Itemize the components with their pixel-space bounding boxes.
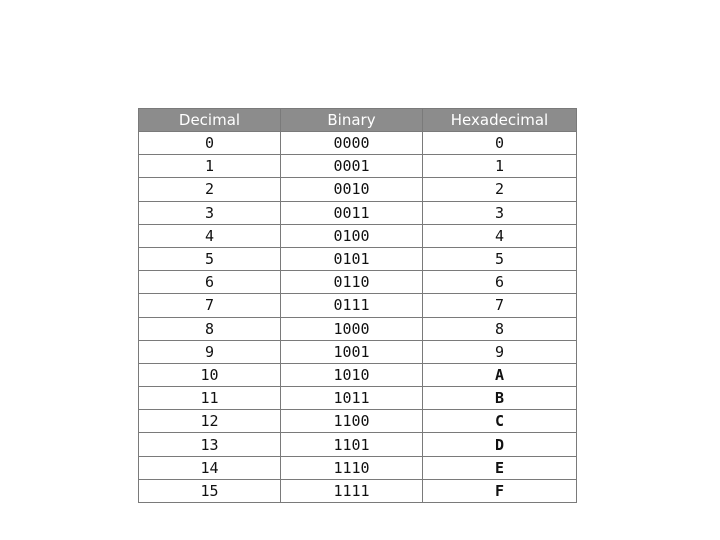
decimal-cell: 5 (139, 247, 281, 270)
table-row (139, 410, 577, 433)
hex-cell: 6 (423, 271, 577, 294)
hex-cell: A (423, 363, 577, 386)
table-row (139, 479, 577, 502)
hex-cell: E (423, 456, 577, 479)
hex-cell: 3 (423, 201, 577, 224)
binary-cell: 1110 (281, 456, 423, 479)
conversion-table (138, 108, 577, 503)
header-hexadecimal: Hexadecimal (423, 109, 577, 132)
binary-cell: 1011 (281, 387, 423, 410)
table-row (139, 456, 577, 479)
decimal-cell: 12 (139, 410, 281, 433)
table-row (139, 433, 577, 456)
decimal-cell: 10 (139, 363, 281, 386)
hex-cell: 7 (423, 294, 577, 317)
hex-cell: 8 (423, 317, 577, 340)
decimal-cell: 8 (139, 317, 281, 340)
decimal-cell: 6 (139, 271, 281, 294)
decimal-cell: 4 (139, 224, 281, 247)
decimal-cell: 1 (139, 155, 281, 178)
binary-cell: 0000 (281, 132, 423, 155)
binary-cell: 1111 (281, 479, 423, 502)
table-row (139, 178, 577, 201)
decimal-cell: 0 (139, 132, 281, 155)
binary-cell: 0100 (281, 224, 423, 247)
hex-cell: D (423, 433, 577, 456)
binary-cell: 0001 (281, 155, 423, 178)
hex-cell: C (423, 410, 577, 433)
binary-cell: 1001 (281, 340, 423, 363)
binary-cell: 0010 (281, 178, 423, 201)
binary-cell: 0110 (281, 271, 423, 294)
decimal-cell: 11 (139, 387, 281, 410)
decimal-cell: 14 (139, 456, 281, 479)
table-row (139, 317, 577, 340)
binary-cell: 1000 (281, 317, 423, 340)
hex-cell: 1 (423, 155, 577, 178)
header-decimal: Decimal (139, 109, 281, 132)
decimal-cell: 9 (139, 340, 281, 363)
header-binary: Binary (281, 109, 423, 132)
decimal-cell: 2 (139, 178, 281, 201)
hex-cell: 0 (423, 132, 577, 155)
table-row (139, 201, 577, 224)
header-row (139, 109, 577, 132)
table-row (139, 363, 577, 386)
binary-cell: 1100 (281, 410, 423, 433)
binary-cell: 0101 (281, 247, 423, 270)
decimal-cell: 7 (139, 294, 281, 317)
table-row (139, 132, 577, 155)
table-row (139, 340, 577, 363)
decimal-cell: 15 (139, 479, 281, 502)
hex-cell: 9 (423, 340, 577, 363)
binary-cell: 0011 (281, 201, 423, 224)
hex-cell: 5 (423, 247, 577, 270)
table-row (139, 247, 577, 270)
decimal-cell: 13 (139, 433, 281, 456)
hex-cell: B (423, 387, 577, 410)
hex-cell: F (423, 479, 577, 502)
table-row (139, 387, 577, 410)
hex-cell: 2 (423, 178, 577, 201)
table-row (139, 294, 577, 317)
table-row (139, 224, 577, 247)
binary-cell: 1010 (281, 363, 423, 386)
hex-cell: 4 (423, 224, 577, 247)
decimal-cell: 3 (139, 201, 281, 224)
binary-cell: 1101 (281, 433, 423, 456)
binary-cell: 0111 (281, 294, 423, 317)
table-row (139, 155, 577, 178)
table-row (139, 271, 577, 294)
table-body (139, 132, 577, 503)
